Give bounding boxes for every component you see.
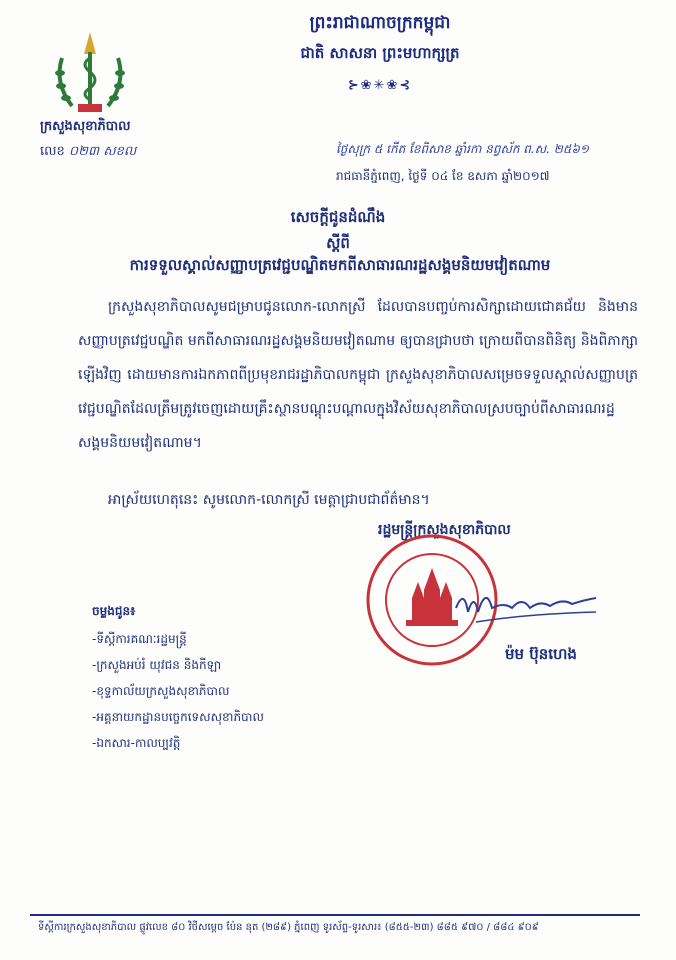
handwritten-signature: [446, 578, 606, 638]
ref-number: ០២៣: [68, 144, 100, 159]
national-motto: ជាតិ សាសនា ព្រះមហាក្សត្រ: [300, 44, 460, 62]
signer-name: ម៉ម ប៊ុនហេង: [505, 645, 577, 663]
notice-subject: ការទទួលស្គាល់សញ្ញាបត្រវេជ្ជបណ្ឌិតមកពីសាធារណរដ្ឋសង្គមនិយមវៀតណាម: [129, 256, 551, 274]
cc-item: -អគ្គនាយកដ្ឋានបច្ចេកទេសសុខាភិបាល: [92, 710, 264, 724]
place-date: រាជធានីភ្នំពេញ, ថ្ងៃទី ០៤ ខែ ឧសភា ឆ្នាំ២០១៧: [336, 169, 550, 183]
footer-divider: [30, 914, 640, 916]
spire-icon: [84, 32, 96, 54]
cc-item: -ឯកសារ-កាលប្បវត្តិ: [92, 736, 181, 750]
ministry-name: ក្រសួងសុខាភិបាល: [40, 119, 131, 134]
cc-list: [92, 626, 264, 756]
lunar-date: ថ្ងៃសុក្រ ៥ កើត ខែពិសាខ ឆ្នាំរកា នព្វស័ក ព.ស. ២៥៦១: [336, 142, 589, 156]
signer-title: រដ្ឋមន្ត្រីក្រសួងសុខាភិបាល: [378, 522, 511, 538]
notice-body: ក្រសួងសុខាភិបាលសូមជម្រាបជូនលោក-លោកស្រី ដែលបានបញ្ចប់ការសិក្សាដោយជោគជ័យ និងមានសញ្ញាបត្រវេជ្ជបណ្ឌិត មកពីសាធារណរដ្ឋសង្គមនិយមវៀតណាម ឲ្យបានជ្រាបថា ក្រោយពីបានពិនិត្យ និងពិភាក្សាឡើងវិញ ដោយមានការឯកភាពពីប្រមុខរាជរដ្ឋាភិបាលកម្ពុជា ក្រសួងសុខាភិបាលសម្រេចទទួលស្គាល់សញ្ញាបត្រវេជ្ជបណ្ឌិតដែលត្រឹមត្រូវចេញដោយគ្រឹះស្ថានបណ្តុះបណ្តាលក្នុងវិស័យសុខាភិបាលស្របច្បាប់ពីសាធារណរដ្ឋសង្គមនិយមវៀតណាម។: [78, 299, 638, 451]
ministry-logo: [50, 28, 130, 118]
notice-title: សេចក្តីជូនដំណឹង: [290, 208, 386, 226]
cc-item: -ទីស្តីការគណៈរដ្ឋមន្ត្រី: [92, 632, 187, 646]
notice-about: ស្តីពី: [326, 234, 350, 252]
reference-number: [40, 143, 136, 162]
ref-prefix: លេខ: [40, 144, 65, 159]
closing-sentence: អាស្រ័យហេតុនេះ សូមលោក-លោកស្រី មេត្តាជ្រាបជាព័ត៌មាន។: [108, 492, 430, 508]
header-ornament: ⊱❀✳❀⊰: [347, 78, 413, 93]
cc-heading: ចម្លងជូន៖: [92, 604, 136, 618]
ref-suffix: សខល: [103, 144, 137, 159]
footer-address: ទីស្តីការក្រសួងសុខាភិបាល ផ្លូវលេខ ៨០ វិថីសម្តេច ប៉ែន នុត (២៨៩) ភ្នំពេញ ទូរស័ព្ទ-ទូរសារ៖ (៨៥៥-២៣) ៨៨៥ ៩៧០ / ៨៨៤ ៩០៩: [38, 922, 539, 933]
cc-item: -ក្រសួងអប់រំ យុវជន និងកីឡា: [92, 658, 222, 672]
cc-item: -ខុទ្ទកាល័យក្រសួងសុខាភិបាល: [92, 684, 230, 698]
kingdom-header: ព្រះរាជាណាចក្រកម្ពុជា: [309, 13, 451, 33]
